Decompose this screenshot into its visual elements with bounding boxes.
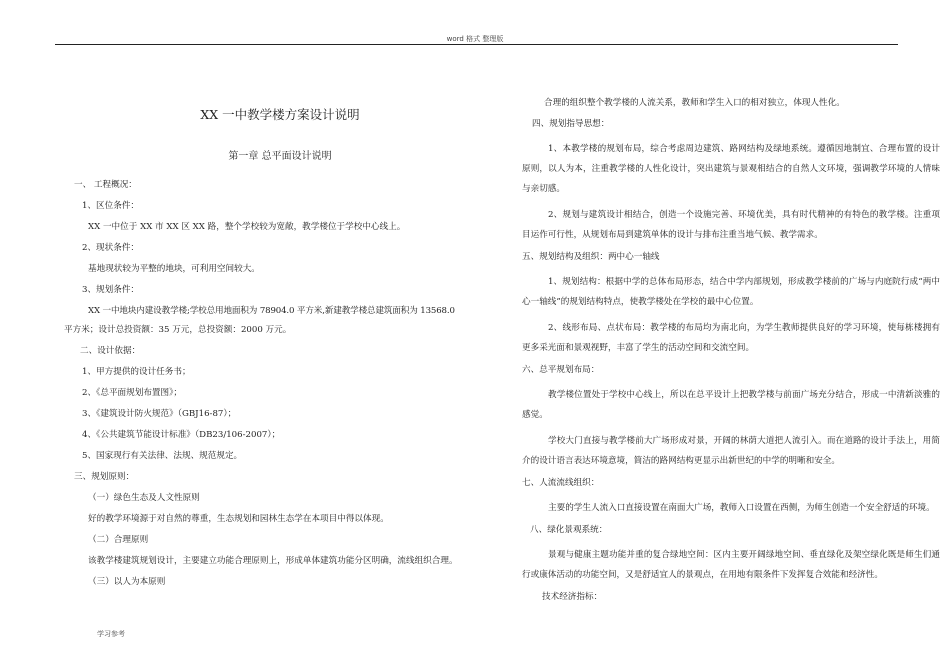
paragraph: 1、本教学楼的规划布局，综合考虑周边建筑、路网结构及绿地系统。遵循因地制宜、合理布置的设计原则，以人为本，注重教学楼的人性化设计，突出建筑与景观相结合的自然人文环境，强调教学环境的人情味与亲切感。 (522, 144, 940, 194)
section-heading: 八、绿化景观系统： (530, 525, 608, 535)
paragraph: 教学楼位置处于学校中心线上，所以在总平设计上把教学楼与前面广场充分结合，形成一中清新淡雅的感觉。 (522, 390, 940, 420)
list-item: 2、《总平面规划布置图》； (82, 388, 182, 398)
section-heading: 二、设计依据： (80, 346, 141, 356)
paragraph: 合理的组织整个教学楼的人流关系，教师和学生入口的相对独立，体现人性化。 (544, 98, 845, 108)
subsection-heading: （三）以人为本原则 (88, 577, 166, 587)
subsection-heading: 1、区位条件： (82, 201, 140, 211)
subsection-heading: （二）合理原则 (88, 535, 149, 545)
header-rule (55, 44, 898, 45)
section-heading: 七、人流流线组织： (522, 478, 600, 488)
left-column (64, 108, 496, 589)
paragraph: XX 一中位于 XX 市 XX 区 XX 路，整个学校较为宽敞，教学楼位于学校中心线上。 (88, 222, 406, 232)
paragraph: 基地现状较为平整的地块，可利用空间较大。 (88, 264, 260, 274)
page-footer: 学习参考 (97, 630, 125, 638)
list-item: 4、《公共建筑节能设计标准》（DB23/106-2007）； (82, 430, 281, 440)
page-header: word 格式 整理版 (446, 35, 504, 43)
paragraph: 1、规划结构：根据中学的总体布局形态，结合中学内部规划，形成教学楼前的广场与内庭院行成“两中心一轴线”的规划结构特点，使教学楼处在学校的最中心位置。 (522, 277, 940, 307)
section-heading: 一、 工程概况： (74, 180, 137, 190)
section-heading: 四、规划指导思想： (532, 119, 610, 129)
list-item: 1、甲方提供的设计任务书； (82, 367, 191, 377)
subsection-heading: 技术经济指标： (542, 592, 603, 602)
section-heading: 三、规划原则： (74, 472, 135, 482)
paragraph: 主要的学生人流入口直接设置在南面大广场，教师入口设置在西侧，为师生创造一个安全舒适的环境。 (548, 503, 935, 513)
paragraph: 好的教学环境源于对自然的尊重，生态规划和园林生态学在本项目中得以体现。 (88, 514, 389, 524)
paragraph: 该教学楼建筑规划设计，主要建立功能合理原则上，形成单体建筑功能分区明确，流线组织合理。 (88, 556, 458, 566)
subsection-heading: （一）绿色生态及人文性原则 (88, 493, 200, 503)
paragraph: 2、线形布局、点状布局：教学楼的布局均为南北向，为学生教师提供良好的学习环境，使每栋楼拥有更多采光面和景观视野，丰富了学生的活动空间和交流空间。 (522, 323, 940, 353)
document-title: XX 一中教学楼方案设计说明 (200, 107, 360, 122)
list-item: 5、国家现行有关法律、法规、规范规定。 (82, 451, 243, 461)
paragraph: 平方米；设计总投资额：35 万元，总投资额：2000 万元。 (64, 325, 292, 335)
right-column (522, 97, 940, 604)
paragraph: XX 一中地块内建设教学楼;学校总用地面积为 78904.0 平方米,新建教学楼总建筑面积为 13568.0 (88, 306, 455, 316)
section-heading: 五、规划结构及组织：两中心一轴线 (522, 252, 660, 262)
subsection-heading: 2、现状条件： (82, 243, 140, 253)
subsection-heading: 3、规划条件： (82, 285, 140, 295)
list-item: 3、《建筑设计防火规范》（GBJ16-87）； (82, 409, 237, 419)
paragraph: 学校大门直接与教学楼前大广场形成对景，开阔的林荫大道把人流引入。而在道路的设计手法上，用简介的设计语言表达环境意境，简洁的路网结构更显示出新世纪的中学的明晰和安全。 (522, 436, 940, 466)
paragraph: 2、规划与建筑设计相结合，创造一个设施完善、环境优美，具有时代精神的有特色的教学楼。注重项目运作可行性，从规划布局到建筑单体的设计与排布注重当地气候、教学需求。 (522, 210, 940, 240)
paragraph: 景观与健康主题功能并重的复合绿地空间：区内主要开阔绿地空间、垂直绿化及架空绿化既是师生们通行或康体活动的功能空间，又是舒适宜人的景观点，在用地有限条件下发挥复合效能和经济性。 (522, 550, 940, 580)
section-heading: 六、总平规划布局： (522, 365, 600, 375)
chapter-heading: 第一章 总平面设计说明 (228, 151, 332, 162)
